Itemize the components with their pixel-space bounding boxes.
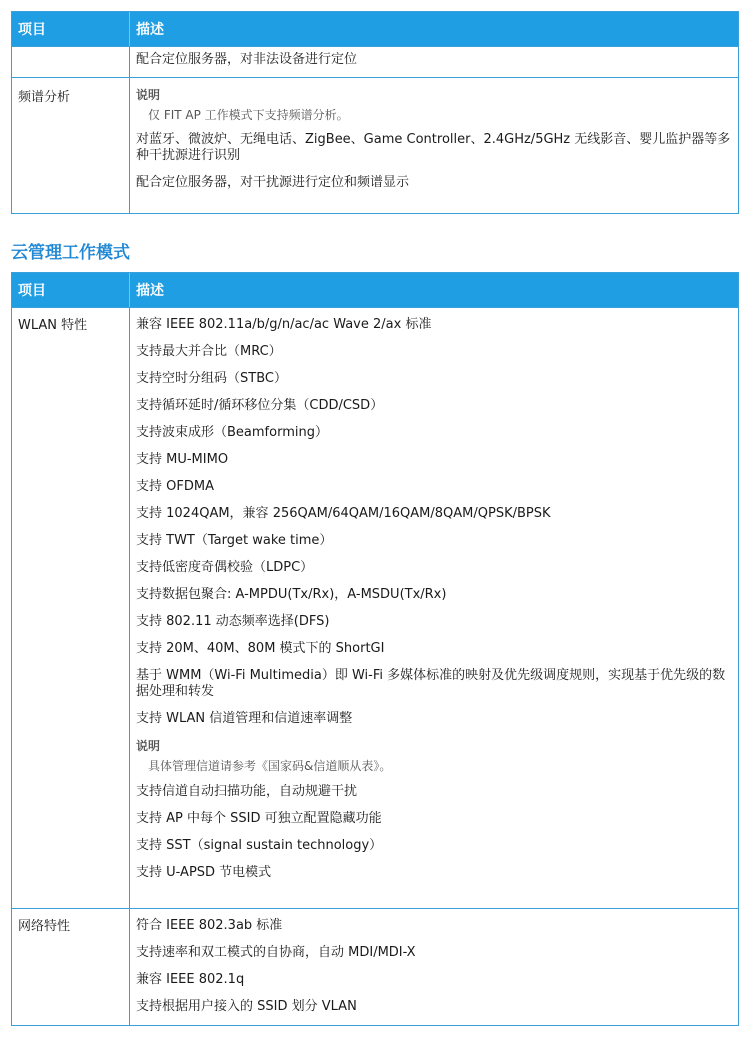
note-body: 仅 FIT AP 工作模式下支持频谱分析。: [148, 108, 349, 122]
description-line: 基于 WMM（Wi-Fi Multimedia）即 Wi-Fi 多媒体标准的映射及优先级调度规则，实现基于优先级的数据处理和转发: [136, 668, 726, 699]
note-title: 说明: [136, 739, 161, 753]
table-row-spectrum: [12, 77, 738, 213]
header-item: 项目: [12, 12, 130, 46]
description-line: 支持 OFDMA: [136, 479, 214, 494]
description-line: 支持速率和双工模式的自协商，自动 MDI/MDI-X: [136, 945, 416, 960]
description-line: 支持 WLAN 信道管理和信道速率调整: [136, 711, 353, 726]
table-row: [12, 46, 738, 77]
description-line: 支持波束成形（Beamforming）: [136, 425, 328, 440]
row-label: 频谱分析: [12, 78, 130, 213]
description-line: 配合定位服务器，对干扰源进行定位和频谱显示: [136, 175, 410, 190]
header-description: 描述: [136, 283, 164, 299]
description-line: 对蓝牙、微波炉、无绳电话、ZigBee、Game Controller、2.4GHz/5GHz 无线影音、婴儿监护器等多种干扰源进行识别: [136, 132, 731, 163]
description-line: 支持 U-APSD 节电模式: [136, 865, 272, 880]
feature-table-continued: [11, 11, 739, 214]
description-line: 支持最大并合比（MRC）: [136, 344, 282, 359]
section-title: 云管理工作模式: [11, 243, 130, 263]
header-description: 描述: [136, 22, 164, 38]
description-line: 支持 20M、40M、80M 模式下的 ShortGI: [136, 641, 385, 656]
description-line: 支持循环延时/循环移位分集（CDD/CSD）: [136, 398, 384, 413]
description-line: 支持 SST（signal sustain technology）: [136, 838, 383, 853]
description-line: 兼容 IEEE 802.11a/b/g/n/ac/ac Wave 2/ax 标准: [136, 317, 432, 332]
description-line: 支持 802.11 动态频率选择(DFS): [136, 614, 330, 629]
row-label: WLAN 特性: [12, 308, 130, 908]
description-line: 支持空时分组码（STBC）: [136, 371, 287, 386]
row-label: 网络特性: [12, 909, 130, 1025]
table-header: [12, 273, 738, 307]
description-line: 支持低密度奇偶校验（LDPC）: [136, 560, 314, 575]
description-line: 兼容 IEEE 802.1q: [136, 972, 245, 987]
description-line: 配合定位服务器，对非法设备进行定位: [136, 52, 358, 67]
row-description: [130, 78, 738, 213]
description-line: 支持 AP 中每个 SSID 可独立配置隐藏功能: [136, 811, 382, 826]
description-line: 支持 TWT（Target wake time）: [136, 533, 333, 548]
row-label: [12, 47, 130, 77]
description-line: 支持信道自动扫描功能，自动规避干扰: [136, 784, 358, 799]
table-row-wlan: [12, 307, 738, 908]
description-line: 支持 1024QAM，兼容 256QAM/64QAM/16QAM/8QAM/QPSK/BPSK: [136, 506, 551, 521]
description-line: 支持 MU-MIMO: [136, 452, 229, 467]
row-description: [130, 308, 738, 908]
header-item: 项目: [12, 273, 130, 307]
table-header: [12, 12, 738, 46]
row-description: [130, 909, 738, 1025]
note-title: 说明: [136, 88, 161, 102]
row-description: [130, 47, 738, 77]
note-body: 具体管理信道请参考《国家码&信道顺从表》。: [148, 759, 392, 773]
description-line: 支持数据包聚合: A-MPDU(Tx/Rx)，A-MSDU(Tx/Rx): [136, 587, 447, 602]
description-line: 符合 IEEE 802.3ab 标准: [136, 918, 283, 933]
table-row-network: [12, 908, 738, 1025]
cloud-mode-table: [11, 272, 739, 1026]
description-line: 支持根据用户接入的 SSID 划分 VLAN: [136, 999, 357, 1014]
